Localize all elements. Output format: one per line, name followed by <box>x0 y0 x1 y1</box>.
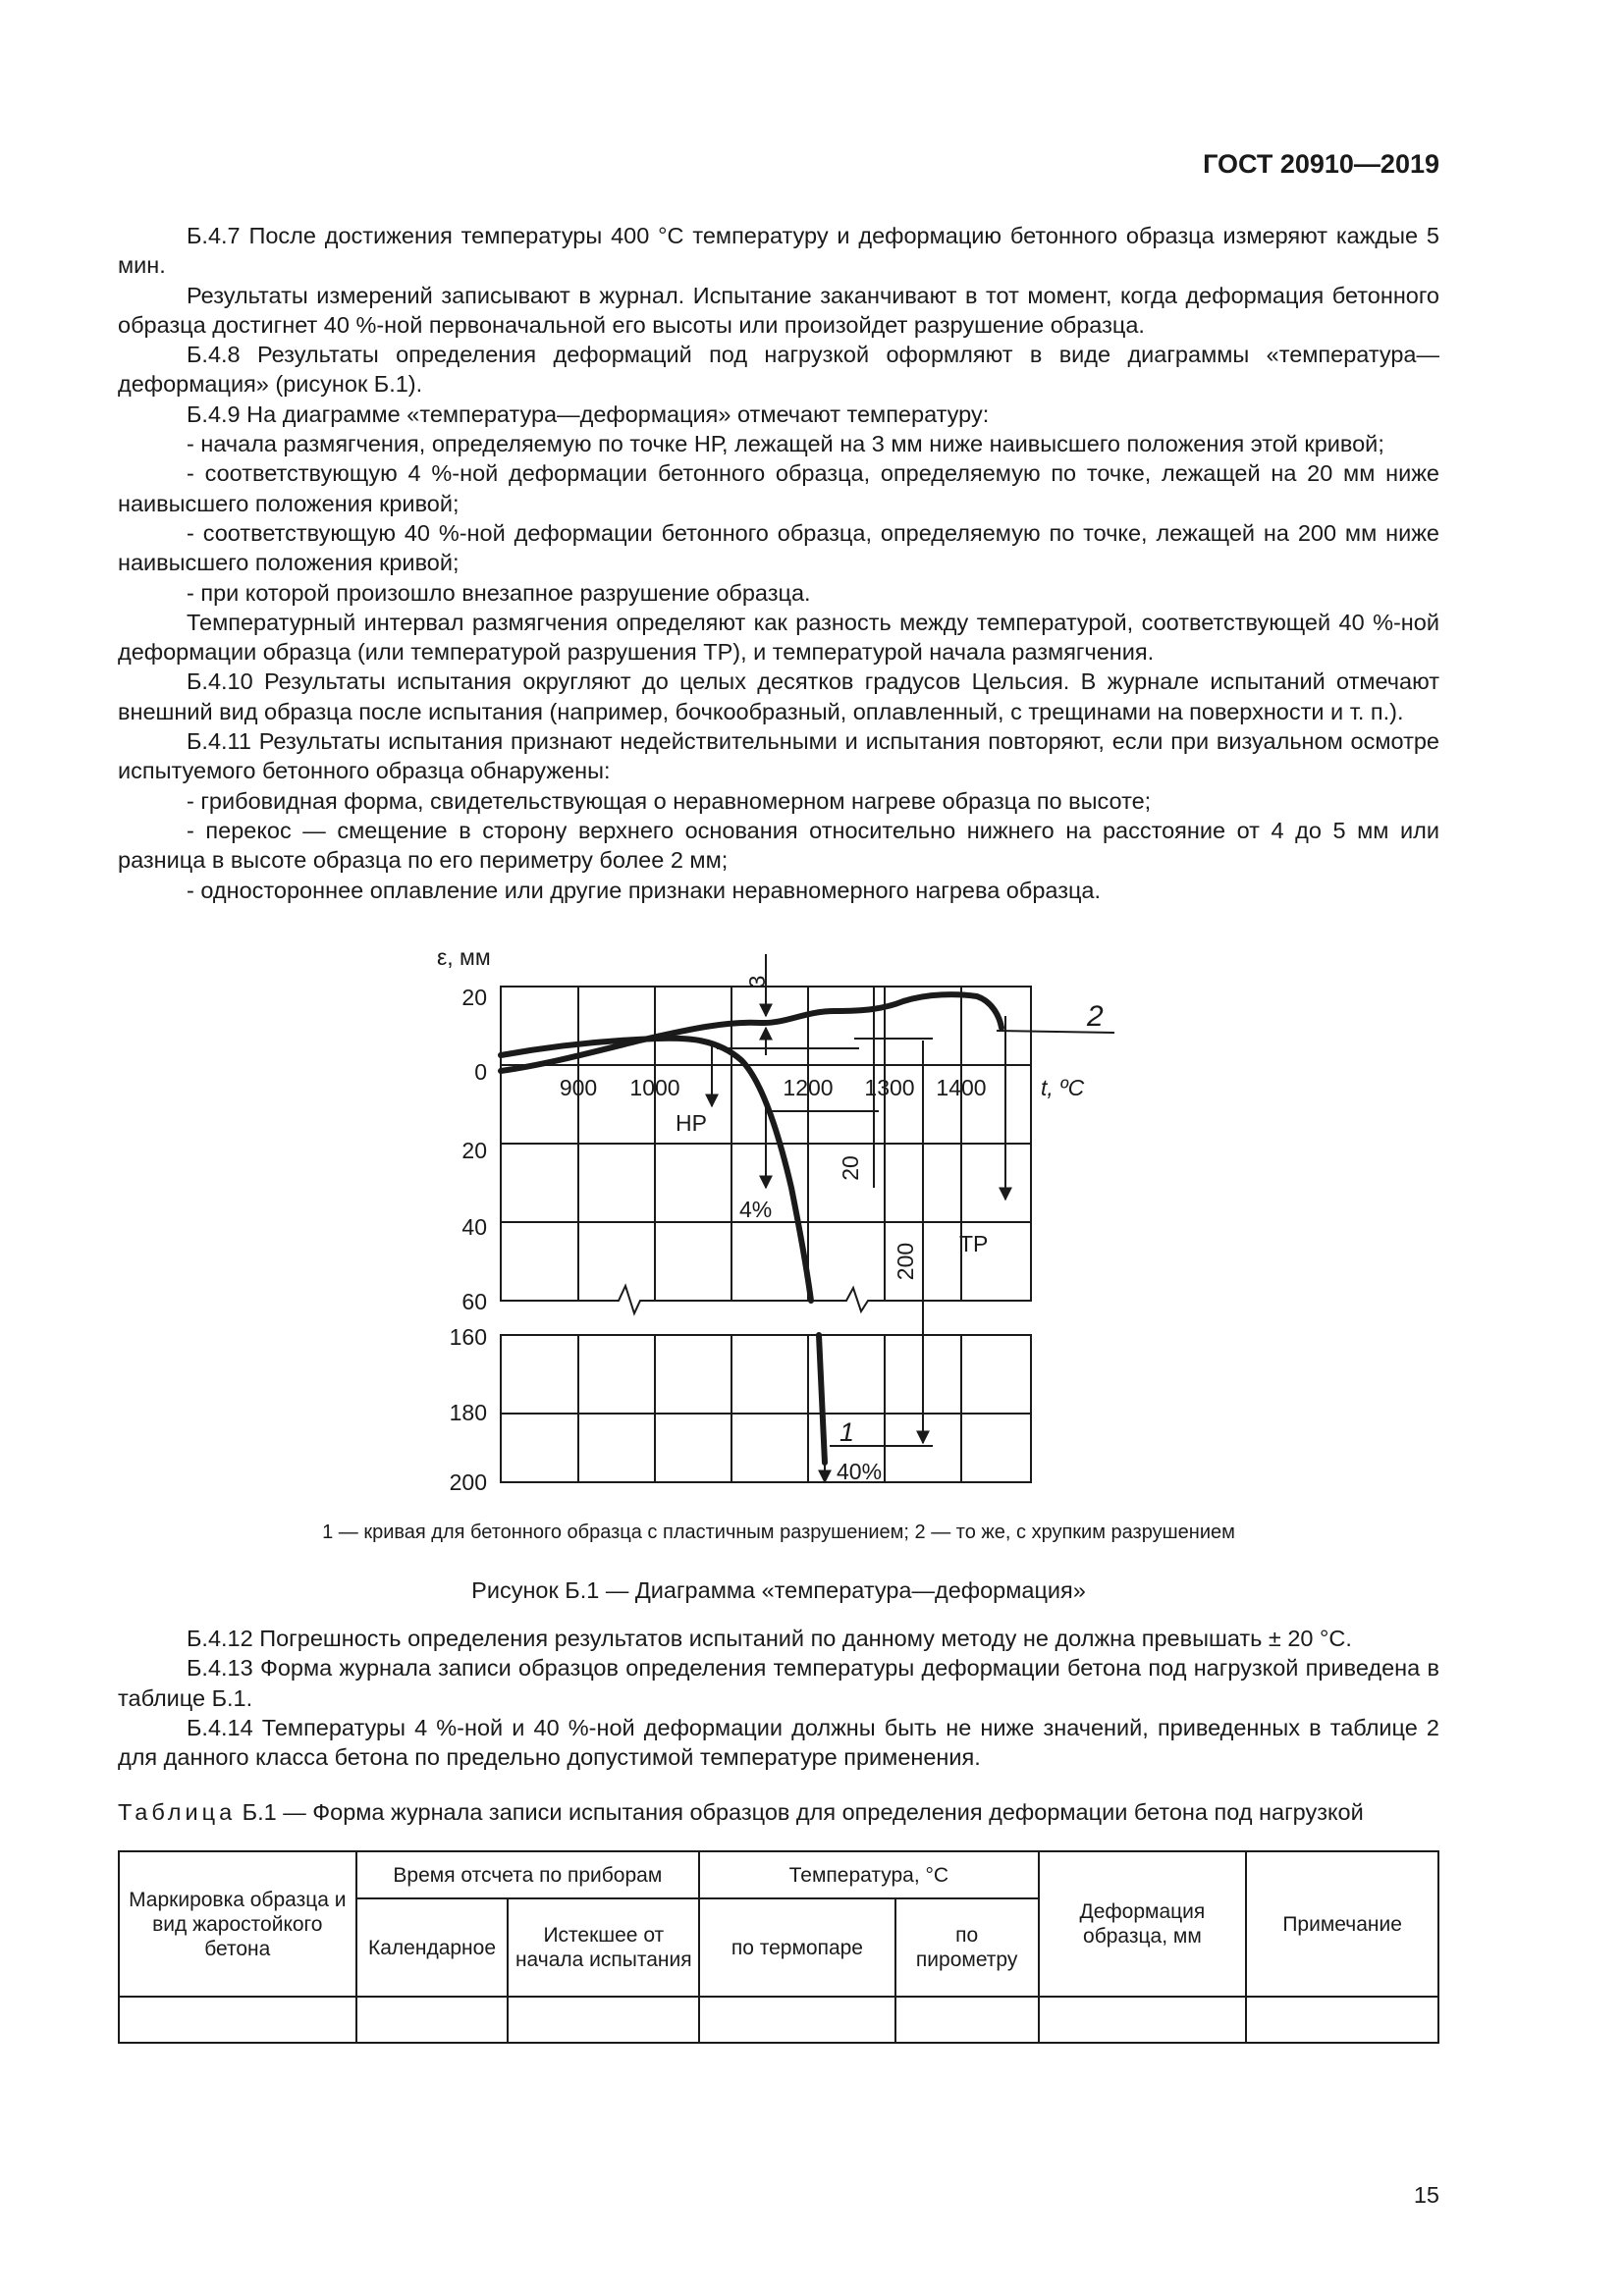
lower-frame <box>501 1335 1031 1482</box>
y-tick-label: 160 <box>449 1324 487 1350</box>
table-cell <box>1246 1997 1438 2043</box>
table-cell <box>1039 1997 1247 2043</box>
y-axis-title: ε, мм <box>437 944 491 970</box>
lower-vertical-gridlines <box>578 1335 961 1482</box>
label-tp: ТР <box>959 1231 989 1256</box>
paragraph: Б.4.9 На диаграмме «температура—деформация» отмечают температуру: <box>187 400 990 427</box>
table-title <box>118 1799 1439 1826</box>
paragraph: Б.4.8 Результаты определения деформаций под нагрузкой оформляют в виде диаграммы «температура—деформация» (рисунок Б.1). <box>118 342 1439 398</box>
figure-caption: Рисунок Б.1 — Диаграмма «температура—деформация» <box>471 1577 1086 1603</box>
header-deformation: Деформация образца, мм <box>1039 1851 1247 1997</box>
x-tick-label: 1400 <box>936 1075 987 1100</box>
list-item: - соответствующую 4 %-ной деформации бетонного образца, определяемую по точке, лежащей на 20 мм ниже наивысшего положения кривой; <box>118 460 1439 516</box>
paragraph: Б.4.7 После достижения температуры 400 °С температуру и деформацию бетонного образца измеряют каждые 5 мин. <box>118 223 1439 279</box>
curve-2 <box>501 994 1001 1071</box>
paragraph: Температурный интервал размягчения определяют как разность между температурой, соответствующей 40 %-ной деформации образца (или температурой разрушения ТР), и температурой начала размягчения. <box>118 609 1439 666</box>
body-text-top <box>118 221 1439 905</box>
table-cell <box>356 1997 509 2043</box>
label-40-percent: 40% <box>837 1459 883 1484</box>
list-item: - соответствующую 40 %-ной деформации бетонного образца, определяемую по точке, лежащей на 200 мм ниже наивысшего положения кривой; <box>118 519 1439 576</box>
figure-legend: 1 — кривая для бетонного образца с пластичным разрушением; 2 — то же, с хрупким разрушением <box>322 1522 1235 1543</box>
y-tick-label: 180 <box>449 1400 487 1425</box>
curve-1-lower <box>819 1335 825 1463</box>
grid <box>501 987 1031 1482</box>
header-time-group: Время отсчета по приборам <box>356 1851 700 1898</box>
x-tick-label: 900 <box>559 1075 598 1100</box>
label-dim-20: 20 <box>838 1155 863 1181</box>
paragraph: Б.4.14 Температуры 4 %-ной и 40 %-ной деформации должны быть не ниже значений, приведенных в таблице 2 для данного класса бетона по предельно допустимой температуре применения. <box>118 1714 1439 1771</box>
header-thermocouple: по термопаре <box>699 1898 895 1997</box>
label-curve-2: 2 <box>1087 1000 1104 1033</box>
paragraph: Б.4.10 Результаты испытания округляют до целых десятков градусов Цельсия. В журнале испытаний отмечают внешний вид образца после испытания (например, бочкообразный, оплавленный, с трещинами на поверхности и т. п.). <box>118 668 1439 724</box>
test-log-table <box>118 1850 1439 2044</box>
annotations <box>676 976 1104 1484</box>
x-tick-label: 1000 <box>629 1075 680 1100</box>
list-item: - начала размягчения, определяемую по точке НР, лежащей на 3 мм ниже наивысшего положения этой кривой; <box>187 431 1384 457</box>
table-cell <box>508 1997 699 2043</box>
table-row <box>119 1997 1438 2043</box>
x-tick-label: 1300 <box>864 1075 915 1100</box>
y-tick-label: 20 <box>461 985 487 1010</box>
axis-break-mark <box>837 1288 876 1311</box>
label-dim-200: 200 <box>893 1242 918 1281</box>
header-elapsed: Истекшее от начала испытания <box>508 1898 699 1997</box>
page-number: 15 <box>1413 2182 1439 2208</box>
x-tick-label: 1200 <box>783 1075 834 1100</box>
table-cell <box>119 1997 356 2043</box>
label-4-percent: 4% <box>739 1197 773 1222</box>
body-text-bottom <box>118 1624 1439 1772</box>
temperature-deformation-diagram <box>422 933 1159 1502</box>
standard-code: ГОСТ 20910—2019 <box>1203 149 1439 179</box>
paragraph: Б.4.11 Результаты испытания признают недействительными и испытания повторяют, если при визуальном осмотре испытуемого бетонного образца обнаружены: <box>118 728 1439 784</box>
list-item: - одностороннее оплавление или другие признаки неравномерного нагрева образца. <box>187 877 1102 903</box>
list-item: - грибовидная форма, свидетельствующая о неравномерном нагреве образца по высоте; <box>187 787 1152 814</box>
table-header-row <box>119 1851 1438 1898</box>
paragraph: Б.4.13 Форма журнала записи образцов определения температуры деформации бетона под нагрузкой приведена в таблице Б.1. <box>118 1655 1439 1711</box>
x-axis-title: t, ºС <box>1041 1075 1085 1100</box>
table-cell <box>895 1997 1039 2043</box>
paragraph: Результаты измерений записывают в журнал. Испытание заканчивают в тот момент, когда деформация бетонного образца достигнет 40 %-ной первоначальной его высоты или произойдет разрушение образца. <box>118 282 1439 338</box>
list-item: - при которой произошло внезапное разрушение образца. <box>187 579 811 606</box>
y-tick-label: 40 <box>461 1214 487 1240</box>
label-dim-3: 3 <box>744 975 770 988</box>
table-title-text: Б.1 — Форма журнала записи испытания образцов для определения деформации бетона под нагрузкой <box>236 1799 1364 1825</box>
header-pyrometer: по пирометру <box>895 1898 1039 1997</box>
diagram-svg <box>422 933 1159 1502</box>
label-np: НР <box>676 1110 707 1136</box>
header-temperature-group: Температура, °С <box>699 1851 1038 1898</box>
label-curve-1: 1 <box>839 1417 855 1447</box>
y-tick-label: 20 <box>461 1138 487 1163</box>
table-cell <box>699 1997 895 2043</box>
y-tick-label: 0 <box>474 1059 487 1085</box>
header-note: Примечание <box>1246 1851 1438 1997</box>
header-marking: Маркировка образца и вид жаростойкого бетона <box>119 1851 356 1997</box>
header-calendar: Календарное <box>356 1898 509 1997</box>
y-tick-label: 200 <box>449 1469 487 1495</box>
list-item: - перекос — смещение в сторону верхнего основания относительно нижнего на расстояние от 4 до 5 мм или разница в высоте образца по его периметру более 2 мм; <box>118 817 1439 874</box>
table-title-label: Таблица <box>118 1799 237 1825</box>
y-tick-label: 60 <box>461 1289 487 1314</box>
dimension-lines <box>712 954 1114 1482</box>
paragraph: Б.4.12 Погрешность определения результатов испытаний по данному методу не должна превышать ± 20 °С. <box>187 1626 1352 1651</box>
